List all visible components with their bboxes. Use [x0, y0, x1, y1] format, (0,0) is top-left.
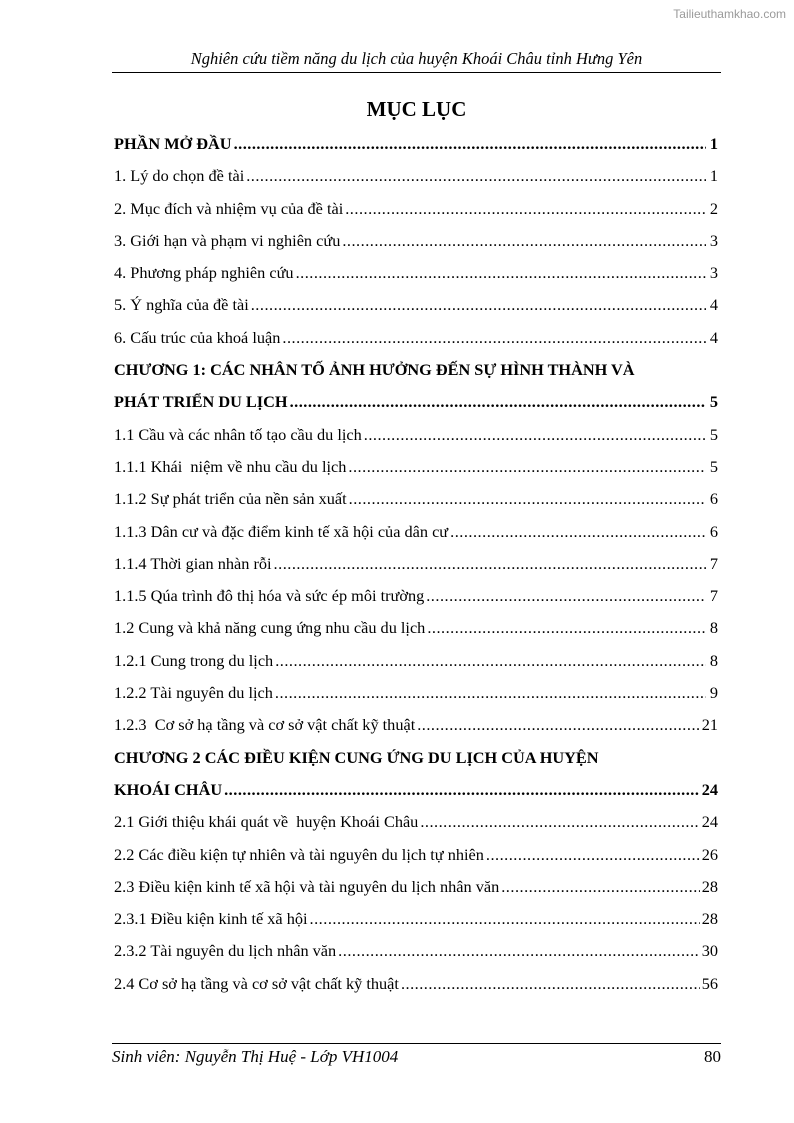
toc-entry-page: 6: [709, 489, 718, 509]
toc-dot-leader: [274, 548, 706, 580]
toc-entry[interactable]: [114, 612, 718, 644]
toc-entry-page: 7: [709, 586, 718, 606]
toc-entry-page: 26: [701, 844, 718, 864]
footer-page-number: 80: [704, 1047, 721, 1066]
running-header: Nghiên cứu tiềm năng du lịch của huyện Khoái Châu tỉnh Hưng Yên: [112, 49, 721, 73]
toc-entry-page: 6: [709, 521, 718, 541]
toc-entry-page: 8: [709, 618, 718, 638]
toc-entry[interactable]: [114, 548, 718, 580]
toc-dot-leader: [275, 677, 706, 709]
toc-entry[interactable]: [114, 354, 718, 386]
toc-entry-page: 21: [701, 715, 718, 735]
toc-dot-leader: [501, 871, 699, 903]
toc-entry-page: 4: [709, 327, 718, 347]
toc-dot-leader: [349, 483, 706, 515]
toc-entry-text: 1.1 Cầu và các nhân tố tạo cầu du lịch: [114, 424, 362, 444]
toc-entry[interactable]: [114, 322, 718, 354]
toc-entry-page: 9: [709, 683, 718, 703]
toc-entry[interactable]: [114, 193, 718, 225]
toc-entry-page: 24: [701, 779, 718, 799]
page-title: MỤC LỤC: [366, 97, 467, 121]
toc-entry-text: 2.2 Các điều kiện tự nhiên và tài nguyên du lịch tự nhiên: [114, 844, 484, 864]
toc-entry[interactable]: [114, 160, 718, 192]
toc-entry-text: KHOÁI CHÂU: [114, 779, 223, 799]
toc-entry-text: 1.1.3 Dân cư và đặc điểm kinh tế xã hội của dân cư: [114, 521, 449, 541]
toc-entry-page: 3: [709, 263, 718, 283]
toc-dot-leader: [275, 645, 706, 677]
watermark: Tailieuthamkhao.com: [673, 7, 786, 21]
toc-entry-text: 1.2.2 Tài nguyên du lịch: [114, 683, 273, 703]
toc-dot-leader: [296, 257, 706, 289]
toc-entry[interactable]: [114, 483, 718, 515]
toc-entry-text: 3. Giới hạn và phạm vi nghiên cứu: [114, 230, 341, 250]
toc-entry-text: 2.3.1 Điều kiện kinh tế xã hội: [114, 909, 308, 929]
toc-entry[interactable]: [114, 709, 718, 741]
toc-entry-page: 1: [709, 166, 718, 186]
toc-entry-page: 56: [701, 973, 718, 993]
toc-entry[interactable]: [114, 903, 718, 935]
toc-entry-text: 2. Mục đích và nhiệm vụ của đề tài: [114, 198, 344, 218]
toc-entry-text: PHÁT TRIỂN DU LỊCH: [114, 392, 288, 412]
toc-entry-page: 28: [701, 876, 718, 896]
toc-entry-text: CHƯƠNG 1: CÁC NHÂN TỐ ẢNH HƯỞNG ĐẾN SỰ HÌNH THÀNH VÀ: [114, 360, 635, 380]
running-footer: [112, 1043, 721, 1067]
toc-entry[interactable]: [114, 128, 718, 160]
toc-entry[interactable]: [114, 451, 718, 483]
toc-entry-text: 2.3 Điều kiện kinh tế xã hội và tài nguyên du lịch nhân văn: [114, 876, 500, 896]
toc-entry-text: 1.2 Cung và khả năng cung ứng nhu cầu du lịch: [114, 618, 426, 638]
toc-dot-leader: [224, 774, 700, 806]
toc-entry-page: 8: [709, 650, 718, 670]
toc-dot-leader: [427, 612, 706, 644]
toc-entry-page: 7: [709, 553, 718, 573]
toc-entry-text: 1.1.5 Qúa trình đô thị hóa và sức ép môi trường: [114, 586, 425, 606]
toc-entry[interactable]: [114, 742, 718, 774]
toc-dot-leader: [348, 451, 706, 483]
toc-entry-page: 5: [709, 392, 718, 412]
toc-entry[interactable]: [114, 419, 718, 451]
toc-entry-text: 1.2.3 Cơ sở hạ tầng và cơ sở vật chất kỹ thuật: [114, 715, 416, 735]
toc-entry-text: 4. Phương pháp nghiên cứu: [114, 263, 294, 283]
toc-dot-leader: [450, 516, 706, 548]
toc-entry[interactable]: [114, 935, 718, 967]
toc-entry[interactable]: [114, 289, 718, 321]
toc-entry-text: 1.1.4 Thời gian nhàn rỗi: [114, 553, 272, 573]
toc-dot-leader: [364, 419, 706, 451]
toc-entry-page: 28: [701, 909, 718, 929]
toc-entry[interactable]: [114, 386, 718, 418]
toc-entry-text: CHƯƠNG 2 CÁC ĐIỀU KIỆN CUNG ỨNG DU LỊCH CỦA HUYỆN: [114, 747, 599, 767]
toc-entry-page: 5: [709, 424, 718, 444]
toc-dot-leader: [246, 160, 706, 192]
toc-entry[interactable]: [114, 225, 718, 257]
footer-author: Sinh viên: Nguyễn Thị Huệ - Lớp VH1004: [112, 1047, 399, 1066]
toc-entry-page: 3: [709, 230, 718, 250]
toc-entry-text: PHẦN MỞ ĐẦU: [114, 134, 232, 153]
toc-dot-leader: [420, 806, 699, 838]
toc-entry-text: 2.4 Cơ sở hạ tầng và cơ sở vật chất kỹ thuật: [114, 973, 399, 993]
toc-entry[interactable]: [114, 516, 718, 548]
toc-dot-leader: [417, 709, 700, 741]
toc-entry[interactable]: [114, 645, 718, 677]
toc-dot-leader: [310, 903, 700, 935]
toc-entry-page: 30: [701, 941, 718, 961]
toc-entry[interactable]: [114, 257, 718, 289]
toc-entry[interactable]: [114, 677, 718, 709]
toc-dot-leader: [401, 968, 700, 1000]
toc-entry-page: 5: [709, 456, 718, 476]
toc-entry[interactable]: [114, 839, 718, 871]
toc-dot-leader: [345, 193, 706, 225]
toc-dot-leader: [486, 839, 700, 871]
toc-entry-text: 1. Lý do chọn đề tài: [114, 166, 245, 186]
toc-entry-page: 2: [709, 198, 718, 218]
toc-entry-text: 5. Ý nghĩa của đề tài: [114, 295, 249, 315]
toc-entry[interactable]: [114, 580, 718, 612]
toc-dot-leader: [338, 935, 700, 967]
toc-dot-leader: [282, 322, 706, 354]
toc-entry[interactable]: [114, 968, 718, 1000]
table-of-contents: [114, 128, 718, 1000]
toc-entry-text: 1.1.1 Khái niệm về nhu cầu du lịch: [114, 456, 347, 476]
toc-dot-leader: [342, 225, 706, 257]
toc-entry-page: 1: [709, 134, 718, 153]
toc-dot-leader: [251, 289, 706, 321]
toc-entry[interactable]: [114, 871, 718, 903]
toc-dot-leader: [234, 128, 706, 160]
toc-entry-text: 1.1.2 Sự phát triển của nền sản xuất: [114, 489, 347, 509]
toc-entry-text: 1.2.1 Cung trong du lịch: [114, 650, 274, 670]
toc-entry-text: 6. Cấu trúc của khoá luận: [114, 327, 281, 347]
toc-dot-leader: [426, 580, 706, 612]
toc-entry-page: 4: [709, 295, 718, 315]
toc-dot-leader: [290, 386, 706, 418]
toc-entry-text: 2.3.2 Tài nguyên du lịch nhân văn: [114, 941, 337, 961]
toc-entry-page: 24: [701, 812, 718, 832]
toc-entry[interactable]: [114, 806, 718, 838]
toc-entry-text: 2.1 Giới thiệu khái quát về huyện Khoái Châu: [114, 812, 419, 832]
toc-entry[interactable]: [114, 774, 718, 806]
